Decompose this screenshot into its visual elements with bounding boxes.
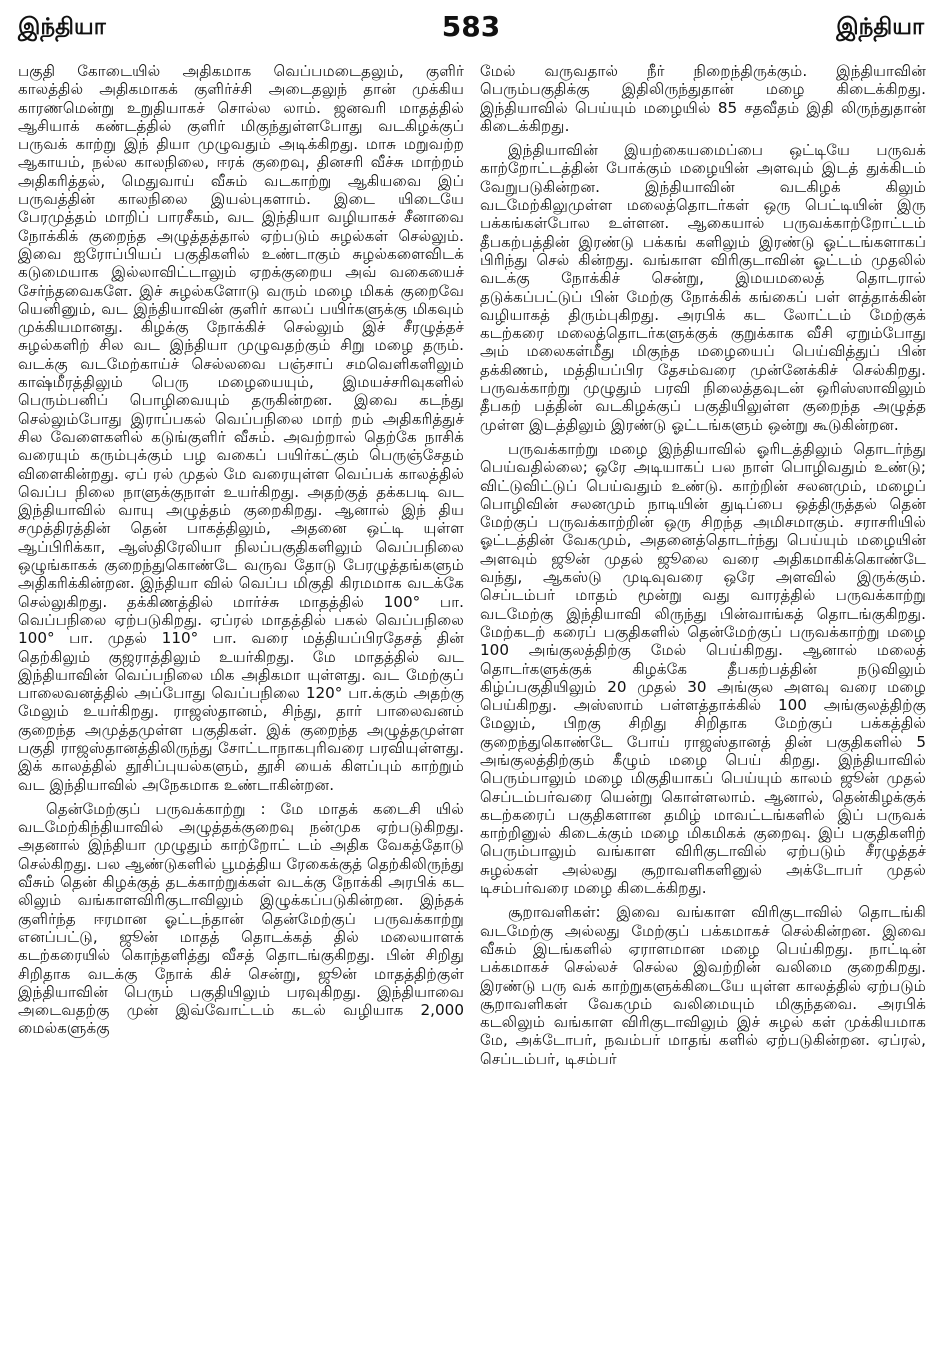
page-number: 583: [441, 10, 501, 43]
page-header: [0, 0, 942, 62]
paragraph: பருவக்காற்று மழை இந்தியாவில் ஓரிடத்திலும் தொடர்ந்து பெய்வதில்லை; ஒரே அடியாகப் பல நாள் பொழிவதும் உண்டு; விட்டுவிட்டுப் பெய்வதும் உண்டு. காற்றின் சலனமும், மழைப் பொழிவின் சலனமும் நாடியின் துடிப்பை ஒத்திருத்தல் தென் மேற்குப் பருவக்காற்றின் ஒரு சிறந்த அமிசமாகும். சராசரியில் ஓட்டத்தின் வேகமும், அதனைத்தொடர்ந்து பெய்யும் மழையின் அளவும் ஜூன் முதல் ஜூலை வரை அதிகமாகிக்கொண்டே வந்து, ஆகஸ்டு முடிவுவரை ஒரே அளவில் இருக்கும். செப்டம்பர் மாதம் மூன்று வது வாரத்தில் பருவக்காற்று வடமேற்கு இந்தியாவி லிருந்து பின்வாங்கத் தொடங்குகிறது. மேற்கடற் கரைப் பகுதிகளில் தென்மேற்குப் பருவக்காற்று மழை 100 அங்குலத்திற்கு மேல் பெய்கிறது. ஆனால் மலைத் தொடர்களுக்குக் கிழக்கே தீபகற்பத்தின் நடுவிலும் கிழ்ப்பகுதியிலும் 20 முதல் 30 அங்குல அளவு வரை மழை பெய்கிறது. அஸ்ஸாம் பள்ளத்தாக்கில் 100 அங்குலத்திற்கு மேலும், பிறகு சிறிது சிறிதாக மேற்குப் பக்கத்தில் குறைந்துகொண்டே போய் ராஜஸ்தானத் தின் பகுதிகளில் 5 அங்குலத்திற்கும் கீழும் மழை பெய் கிறது. இந்தியாவில் பெரும்பாலும் மழை மிகுதியாகப் பெய்யும் காலம் ஜூன் முதல் செப்டம்பர்வரை யென்று கொள்ளலாம். ஆனால், தென்கிழக்குக் கடற்கரைப் பகுதிகளான தமிழ் மாவட்டங்களில் இப் பருவக் காற்றினுல் கிடைக்கும் மழை மிகமிகக் குறைவு. இப் பகுதிகளிற் பெரும்பாலும் வங்காள விரிகுடாவில் ஏற்படும் சீரழுத்தச் சுழல்கள் அல்லது சூறாவளிகளினுல் அக்டோபர் முதல் டிசம்பர்வரை மழை கிடைக்கிறது.: [480, 439, 926, 898]
paragraph: மேல் வருவதால் நீர் நிறைந்திருக்கும். இந்தியாவின் பெரும்பகுதிக்கு இதிலிருந்துதான் மழை கிடைக்கிறது. இந்தியாவில் பெய்யும் மழையில் 85 சதவீதம் இதி லிருந்துதான் கிடைக்கிறது.: [480, 62, 926, 135]
left-column: [18, 62, 464, 1358]
paragraph: தென்மேற்குப் பருவக்காற்று : மே மாதக் கடைசி யில் வடமேற்கிந்தியாவில் அழுத்தக்குறைவு நன்முக ஏற்படுகிறது. அதனால் இந்தியா முழுதும் காற்றோட் டம் அதிக வேகத்தோடு செல்கிறது. பல ஆண்டுகளில் பூமத்திய ரேகைக்குத் தெற்கிலிருந்து வீசும் தென் கிழக்குத் தடக்காற்றுக்கள் வடக்கு நோக்கி அரபிக் கட லிலும் வங்காளவிரிகுடாவிலும் இழுக்கப்படுகின்றன. இந்தக் குளிர்ந்த ஈரமான ஓட்டந்தான் தென்மேற்குப் பருவக்காற்று எனப்பட்டு, ஜூன் மாதத் தொடக்கத் தில் மலையாளக் கடற்கரையில் கொந்தளித்து வீசத் தொடங்குகிறது. பின் சிறிது சிறிதாக வடக்கு நோக் கிச் சென்று, ஜூன் மாதத்திற்குள் இந்தியாவின் பெரும் பகுதியிலும் பரவுகிறது. இந்தியாவை அடைவதற்கு முன் இவ்வோட்டம் கடல் வழியாக 2,000 மைல்களுக்கு: [18, 799, 464, 1038]
running-head-left: இந்தியா: [18, 14, 106, 40]
right-column: [480, 62, 926, 1358]
running-head-right: இந்தியா: [836, 14, 924, 40]
paragraph: இந்தியாவின் இயற்கையமைப்பை ஒட்டியே பருவக் காற்றோட்டத்தின் போக்கும் மழையின் அளவும் இடத் துக்கிடம் வேறுபடுகின்றன. இந்தியாவின் வடகிழக் கிலும் வடமேற்கிலுமுள்ள மலைத்தொடர்கள் ஒரு பெட்டியின் இரு பக்கங்கள்போல உள்ளன. ஆகையால் பருவக்காற்றோட்டம் தீபகற்பத்தின் இரண்டு பக்கங் களிலும் இரண்டு ஓட்டங்களாகப் பிரிந்து செல் கின்றது. வங்காள விரிகுடாவின் ஓட்டம் முதலில் வடக்கு நோக்கிச் சென்று, இமயமலைத் தொடரால் தடுக்கப்பட்டுப் பின் மேற்கு நோக்கிக் கங்கைப் பள் ளத்தாக்கின் வழியாகத் திரும்புகிறது. அரபிக் கட லோட்டம் மேற்குக் கடற்கரை மலைத்தொடர்களுக்குக் குறுக்காக வீசி ஏறும்போது அம் மலைகள்மீது மிகுந்த மழையைப் பெய்வித்துப் பின் தக்கிணம், மத்தியப்பிர தேசம்வரை முன்னேக்கிச் செல்கிறது. பருவக்காற்று முழுதும் பரவி நிலைத்தவுடன் ஒரிஸ்ஸாவிலும் தீபகற் பத்தின் வடகிழக்குப் பகுதியிலுள்ள குறைந்த அழுத்த முள்ள இடத்திலும் இரண்டு ஓட்டங்களும் ஒன்று கூடுகின்றன.: [480, 141, 926, 434]
paragraph: சூறாவளிகள்: இவை வங்காள விரிகுடாவில் தொடங்கி வடமேற்கு அல்லது மேற்குப் பக்கமாகச் செல்கின்றன. இவை வீசும் இடங்களில் ஏராளமான மழை பெய்கிறது. நாட்டின் பக்கமாகச் செல்லச் செல்ல இவற்றின் வலிமை குறைகிறது. இரண்டு பரு வக் காற்றுகளுக்கிடையே யுள்ள காலத்தில் ஏற்படும் சூறாவளிகள் வேகமும் வலிமையும் மிகுந்தவை. அரபிக் கடலிலும் வங்காள விரிகுடாவிலும் இச் சுழல் கள் முக்கியமாக மே, அக்டோபர், நவம்பர் மாதங் களில் ஏற்படுகின்றன. ஏப்ரல், செப்டம்பர், டிசம்பர்: [480, 903, 926, 1068]
paragraph: பகுதி கோடையில் அதிகமாக வெப்பமடைதலும், குளிர் காலத்தில் அதிகமாகக் குளிர்ச்சி அடைதலுந் தான் முக்கிய காரணமென்று உறுதியாகச் சொல்ல லாம். ஜனவரி மாதத்தில் ஆசியாக் கண்டத்தில் குளிர் மிகுந்துள்ளபோது வடகிழக்குப் பருவக் காற்று இந் தியா முழுவதும் அடிக்கிறது. மாசு மறுவற்ற ஆகாயம், நல்ல காலநிலை, ஈரக் குறைவு, தினசரி வீச்சு மாற்றம் அதிகரித்தல், மெதுவாய் வீசும் வடகாற்று ஆகியவை இப் பருவத்தின் காலநிலை இயல்புகளாம். இடை யிடையே பேரமுத்தம் மாறிப் பாரசீகம், வட இந்தியா வழியாகச் சீனாவை நோக்கிக் குறைந்த அழுத்தத்தால் ஏற்படும் சுழல்கள் செல்லும். இவை ஐரோப்பியப் பகுதிகளில் உண்டாகும் சுழல்களைவிடக் கடுமையாக இல்லாவிட்டாலும் ஏறக்குறைய அவ் வகையைச் சேர்ந்தவைகளே. இச் சுழல்களோடு வரும் மழை மிகக் குறைவே யெனினும், வட இந்தியாவின் குளிர் காலப் பயிர்களுக்கு மிகவும் முக்கியமானது. கிழக்கு நோக்கிச் செல்லும் இச் சீரழுத்தச் சுழல்களிற் சில வட இந்தியா முழுவதற்கும் சிறு மழை தரும். வடக்கு வடமேற்காய்ச் செல்லவை பஞ்சாப் சமவெளிகளிலும் காஷ்மீரத்திலும் பெரு மழையையும், இமயச்சரிவுகளில் பெரும்பனிப் பொழிவையும் தருகின்றன. இவை கடந்து செல்லும்போது இராப்பகல் வெப்பநிலை மாற் றம் அதிகரித்துச் சில வேளைகளில் கடுங்குளிர் வீசும். அவற்றால் தெற்கே நாசிக் வரையும் கரும்புக்கும் பழ வகைப் பயிர்கட்கும் பெருஞ்சேதம் விளைகின்றது. ஏப் ரல் முதல் மே வரையுள்ள வெப்பக் காலத்தில் வெப்ப நிலை நாளுக்குநாள் உயர்கிறது. அதற்குத் தக்கபடி வட இந்தியாவில் வாயு அழுத்தம் குறைகிறது. ஆனால் இந் திய சமுத்திரத்தின் தென் பாகத்திலும், அதனை ஒட்டி யுள்ள ஆப்பிரிக்கா, ஆஸ்திரேலியா நிலப்பகுதிகளிலும் வெப்பநிலை ஒழுங்காகக் குறைந்துகொண்டே வருவ தோடு பேரழுத்தங்களும் அதிகரிக்கின்றன. இந்தியா வில் வெப்ப மிகுதி கிரமமாக வடக்கே செல்லுகிறது. தக்கிணத்தில் மார்ச்சு மாதத்தில் 100° பா. வெப்பநிலை ஏற்படுகிறது. ஏப்ரல் மாதத்தில் பகல் வெப்பநிலை 100° பா. முதல் 110° பா. வரை மத்தியப்பிரதேசத் தின் தெற்கிலும் குஜராத்திலும் உயர்கிறது. மே மாதத்தில் வட இந்தியாவின் வெப்பநிலை மிக அதிகமா யுள்ளது. வட மேற்குப் பாலைவனத்தில் அப்போது வெப்பநிலை 120° பா.க்கும் அதற்கு மேலும் உயர்கிறது. ராஜஸ்தானம், சிந்து, தார் பாலைவனம் குறைந்த அமுத்தமுள்ள பகுதிகள். இக் குறைந்த அழுத்தமுள்ள பகுதி ராஜஸ்தானத்திலிருந்து சோட்டாநாகபுரிவரை பரவியுள்ளது. இக் காலத்தில் தூசிப்புயல்களும், தூசி யைக் கிளப்பும் காற்றும் வட இந்தியாவில் அநேகமாக உண்டாகின்றன.: [18, 62, 464, 794]
